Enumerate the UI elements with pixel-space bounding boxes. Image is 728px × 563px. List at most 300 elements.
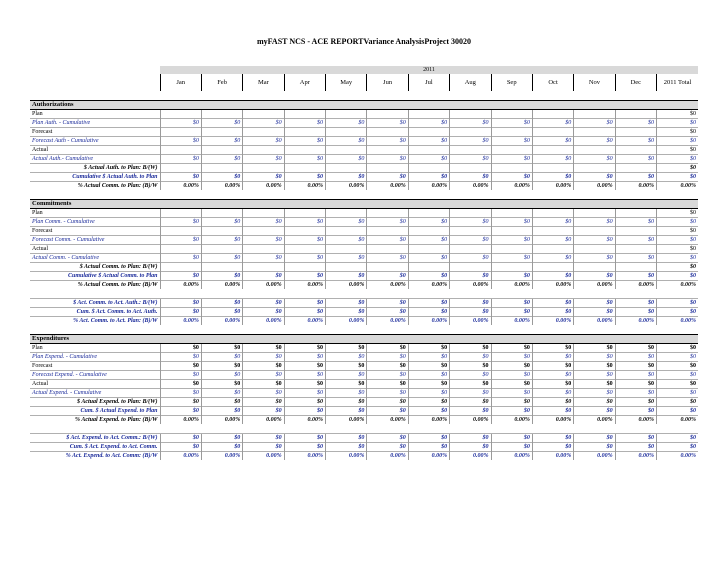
cell-jun: [367, 164, 408, 173]
cell-jan: 0.00%: [160, 281, 201, 290]
cell-feb: $0: [201, 299, 242, 308]
cell-2011-total: $0: [657, 236, 699, 245]
cell-2011-total: $0: [657, 434, 699, 443]
cell-feb: $0: [201, 173, 242, 182]
cell-may: [326, 209, 367, 218]
cell-feb: 0.00%: [201, 416, 242, 425]
row-label: Actual: [30, 146, 160, 155]
cell-mar: 0.00%: [243, 416, 284, 425]
cell-aug: $0: [450, 299, 491, 308]
cell-apr: $0: [284, 434, 325, 443]
cell-aug: $0: [450, 155, 491, 164]
month-header-nov: Nov: [574, 74, 615, 91]
cell-apr: $0: [284, 380, 325, 389]
cell-jun: $0: [367, 353, 408, 362]
cell-apr: [284, 128, 325, 137]
cell-may: $0: [326, 299, 367, 308]
month-header-sep: Sep: [491, 74, 532, 91]
cell-oct: $0: [532, 119, 573, 128]
cell-2011-total: $0: [657, 146, 699, 155]
cell-jan: $0: [160, 398, 201, 407]
cell-may: $0: [326, 308, 367, 317]
cell-sep: 0.00%: [491, 281, 532, 290]
cell-apr: $0: [284, 398, 325, 407]
cell-nov: $0: [574, 353, 615, 362]
cell-feb: $0: [201, 272, 242, 281]
cell-mar: $0: [243, 137, 284, 146]
cell-aug: $0: [450, 398, 491, 407]
cell-dec: [615, 164, 656, 173]
cell-jul: [408, 263, 449, 272]
cell-2011-total: $0: [657, 227, 699, 236]
cell-feb: $0: [201, 362, 242, 371]
section-title: Commitments: [30, 200, 698, 209]
cell-feb: 0.00%: [201, 317, 242, 326]
cell-oct: [532, 209, 573, 218]
month-header-row: [30, 74, 698, 91]
cell-jan: $0: [160, 443, 201, 452]
cell-may: $0: [326, 434, 367, 443]
cell-jul: $0: [408, 434, 449, 443]
cell-jun: 0.00%: [367, 452, 408, 461]
cell-dec: $0: [615, 434, 656, 443]
cell-2011-total: $0: [657, 263, 699, 272]
cell-oct: $0: [532, 344, 573, 353]
cell-apr: 0.00%: [284, 416, 325, 425]
cell-aug: 0.00%: [450, 182, 491, 191]
cell-feb: 0.00%: [201, 281, 242, 290]
cell-nov: $0: [574, 254, 615, 263]
cell-oct: 0.00%: [532, 317, 573, 326]
cell-dec: [615, 128, 656, 137]
cell-feb: $0: [201, 155, 242, 164]
cell-nov: $0: [574, 299, 615, 308]
cell-jun: 0.00%: [367, 281, 408, 290]
cell-sep: [491, 164, 532, 173]
cell-nov: $0: [574, 443, 615, 452]
cell-aug: [450, 209, 491, 218]
table-row: [30, 227, 698, 236]
cell-2011-total: $0: [657, 389, 699, 398]
cell-dec: $0: [615, 299, 656, 308]
cell-dec: 0.00%: [615, 182, 656, 191]
cell-may: $0: [326, 362, 367, 371]
cell-jul: $0: [408, 380, 449, 389]
cell-may: $0: [326, 254, 367, 263]
cell-jan: [160, 209, 201, 218]
cell-jun: $0: [367, 371, 408, 380]
cell-jan: [160, 227, 201, 236]
cell-jul: [408, 128, 449, 137]
cell-jun: $0: [367, 389, 408, 398]
table-row: [30, 362, 698, 371]
cell-oct: $0: [532, 353, 573, 362]
cell-mar: $0: [243, 371, 284, 380]
cell-jul: $0: [408, 119, 449, 128]
cell-oct: $0: [532, 218, 573, 227]
cell-sep: $0: [491, 434, 532, 443]
cell-jun: [367, 227, 408, 236]
cell-jul: $0: [408, 344, 449, 353]
cell-nov: $0: [574, 155, 615, 164]
cell-mar: $0: [243, 362, 284, 371]
section-header-commitments: [30, 200, 698, 209]
cell-sep: $0: [491, 155, 532, 164]
table-row: [30, 452, 698, 461]
cell-oct: $0: [532, 362, 573, 371]
cell-feb: 0.00%: [201, 452, 242, 461]
cell-may: [326, 128, 367, 137]
cell-feb: $0: [201, 398, 242, 407]
cell-jun: $0: [367, 137, 408, 146]
cell-jan: $0: [160, 353, 201, 362]
cell-nov: $0: [574, 362, 615, 371]
cell-2011-total: 0.00%: [657, 182, 699, 191]
cell-mar: [243, 164, 284, 173]
month-header-jan: Jan: [160, 74, 201, 91]
cell-aug: 0.00%: [450, 317, 491, 326]
cell-apr: $0: [284, 443, 325, 452]
cell-feb: [201, 128, 242, 137]
cell-may: [326, 164, 367, 173]
cell-jul: 0.00%: [408, 416, 449, 425]
cell-nov: [574, 245, 615, 254]
cell-aug: $0: [450, 434, 491, 443]
cell-jun: $0: [367, 173, 408, 182]
cell-nov: $0: [574, 407, 615, 416]
table-row: [30, 344, 698, 353]
cell-oct: [532, 128, 573, 137]
cell-dec: [615, 209, 656, 218]
cell-aug: [450, 128, 491, 137]
cell-2011-total: $0: [657, 173, 699, 182]
cell-nov: $0: [574, 344, 615, 353]
cell-may: [326, 110, 367, 119]
cell-may: 0.00%: [326, 281, 367, 290]
table-row: [30, 380, 698, 389]
cell-jun: $0: [367, 254, 408, 263]
cell-jul: $0: [408, 398, 449, 407]
cell-mar: $0: [243, 380, 284, 389]
cell-jan: 0.00%: [160, 317, 201, 326]
cell-feb: $0: [201, 443, 242, 452]
cell-2011-total: $0: [657, 209, 699, 218]
cell-may: $0: [326, 173, 367, 182]
cell-jul: $0: [408, 443, 449, 452]
cell-nov: 0.00%: [574, 281, 615, 290]
cell-may: $0: [326, 137, 367, 146]
cell-aug: [450, 245, 491, 254]
cell-jun: [367, 245, 408, 254]
cell-aug: 0.00%: [450, 281, 491, 290]
cell-feb: $0: [201, 344, 242, 353]
cell-apr: 0.00%: [284, 452, 325, 461]
cell-nov: $0: [574, 137, 615, 146]
cell-may: $0: [326, 371, 367, 380]
cell-oct: 0.00%: [532, 416, 573, 425]
cell-jul: $0: [408, 362, 449, 371]
cell-sep: $0: [491, 173, 532, 182]
cell-jun: $0: [367, 344, 408, 353]
cell-feb: $0: [201, 371, 242, 380]
cell-aug: $0: [450, 344, 491, 353]
cell-sep: [491, 209, 532, 218]
row-label: Actual: [30, 380, 160, 389]
cell-mar: $0: [243, 299, 284, 308]
cell-2011-total: $0: [657, 137, 699, 146]
cell-jun: $0: [367, 308, 408, 317]
cell-jan: $0: [160, 380, 201, 389]
cell-jun: $0: [367, 443, 408, 452]
section-title: Expenditures: [30, 335, 698, 344]
cell-aug: $0: [450, 407, 491, 416]
cell-sep: [491, 128, 532, 137]
cell-2011-total: $0: [657, 299, 699, 308]
cell-jul: [408, 209, 449, 218]
month-header-oct: Oct: [532, 74, 573, 91]
cell-dec: [615, 146, 656, 155]
cell-2011-total: $0: [657, 371, 699, 380]
cell-jan: $0: [160, 119, 201, 128]
table-row: [30, 434, 698, 443]
cell-2011-total: $0: [657, 110, 699, 119]
cell-jan: $0: [160, 137, 201, 146]
cell-dec: $0: [615, 407, 656, 416]
cell-dec: 0.00%: [615, 281, 656, 290]
cell-mar: $0: [243, 407, 284, 416]
row-label: % Act. Expend. to Act. Comm: (B)/W: [30, 452, 160, 461]
month-header-2011-total: 2011 Total: [657, 74, 699, 91]
cell-may: $0: [326, 218, 367, 227]
cell-mar: $0: [243, 155, 284, 164]
cell-mar: [243, 209, 284, 218]
cell-apr: $0: [284, 218, 325, 227]
row-label: Forecast Auth - Cumulative: [30, 137, 160, 146]
cell-aug: $0: [450, 362, 491, 371]
cell-feb: $0: [201, 137, 242, 146]
cell-oct: $0: [532, 380, 573, 389]
cell-dec: $0: [615, 380, 656, 389]
cell-sep: $0: [491, 272, 532, 281]
cell-oct: [532, 263, 573, 272]
cell-sep: $0: [491, 407, 532, 416]
cell-mar: $0: [243, 119, 284, 128]
cell-jan: $0: [160, 308, 201, 317]
cell-mar: $0: [243, 443, 284, 452]
cell-dec: $0: [615, 308, 656, 317]
cell-sep: $0: [491, 218, 532, 227]
year-label: 2011: [160, 66, 698, 74]
table-row: [30, 110, 698, 119]
section-title: Authorizations: [30, 101, 698, 110]
cell-apr: $0: [284, 389, 325, 398]
cell-dec: $0: [615, 155, 656, 164]
cell-oct: $0: [532, 434, 573, 443]
row-label: Cum. $ Act. Comm. to Act. Auth.: [30, 308, 160, 317]
cell-mar: [243, 146, 284, 155]
cell-mar: 0.00%: [243, 281, 284, 290]
cell-feb: [201, 209, 242, 218]
cell-2011-total: $0: [657, 353, 699, 362]
month-header-may: May: [326, 74, 367, 91]
cell-apr: $0: [284, 236, 325, 245]
cell-jan: [160, 110, 201, 119]
cell-2011-total: $0: [657, 128, 699, 137]
cell-feb: $0: [201, 380, 242, 389]
cell-2011-total: 0.00%: [657, 452, 699, 461]
cell-mar: $0: [243, 218, 284, 227]
cell-mar: $0: [243, 353, 284, 362]
cell-jun: $0: [367, 236, 408, 245]
cell-nov: $0: [574, 398, 615, 407]
row-label: Plan: [30, 209, 160, 218]
cell-aug: $0: [450, 443, 491, 452]
table-row: [30, 308, 698, 317]
cell-jul: $0: [408, 272, 449, 281]
cell-sep: $0: [491, 398, 532, 407]
row-label: Plan Auth. - Cumulative: [30, 119, 160, 128]
cell-2011-total: $0: [657, 443, 699, 452]
cell-feb: $0: [201, 308, 242, 317]
cell-jun: $0: [367, 380, 408, 389]
row-label: Actual Comm. - Cumulative: [30, 254, 160, 263]
month-header-aug: Aug: [450, 74, 491, 91]
cell-oct: 0.00%: [532, 452, 573, 461]
cell-jan: $0: [160, 272, 201, 281]
cell-apr: $0: [284, 137, 325, 146]
cell-jul: [408, 227, 449, 236]
year-header-row: [30, 66, 698, 74]
cell-sep: $0: [491, 371, 532, 380]
cell-jul: 0.00%: [408, 452, 449, 461]
cell-may: $0: [326, 407, 367, 416]
cell-jun: $0: [367, 119, 408, 128]
cell-sep: [491, 245, 532, 254]
row-label: Actual Expend. - Cumulative: [30, 389, 160, 398]
cell-jun: $0: [367, 407, 408, 416]
cell-sep: $0: [491, 299, 532, 308]
cell-jan: $0: [160, 389, 201, 398]
cell-jan: $0: [160, 299, 201, 308]
cell-jul: [408, 245, 449, 254]
cell-nov: [574, 110, 615, 119]
cell-nov: 0.00%: [574, 416, 615, 425]
cell-sep: [491, 227, 532, 236]
cell-jul: $0: [408, 254, 449, 263]
cell-nov: 0.00%: [574, 317, 615, 326]
cell-apr: 0.00%: [284, 317, 325, 326]
cell-oct: $0: [532, 371, 573, 380]
cell-jun: [367, 128, 408, 137]
cell-2011-total: $0: [657, 380, 699, 389]
cell-may: 0.00%: [326, 182, 367, 191]
row-label: Plan: [30, 344, 160, 353]
cell-mar: [243, 227, 284, 236]
row-label: $ Act. Expend. to Act. Comm.: B/(W): [30, 434, 160, 443]
cell-jan: $0: [160, 236, 201, 245]
cell-nov: $0: [574, 308, 615, 317]
cell-dec: $0: [615, 353, 656, 362]
cell-dec: 0.00%: [615, 317, 656, 326]
cell-oct: $0: [532, 389, 573, 398]
cell-sep: $0: [491, 362, 532, 371]
table-row: [30, 209, 698, 218]
cell-sep: 0.00%: [491, 182, 532, 191]
cell-dec: $0: [615, 218, 656, 227]
cell-apr: $0: [284, 308, 325, 317]
table-row: [30, 272, 698, 281]
row-label: Actual: [30, 245, 160, 254]
cell-dec: $0: [615, 362, 656, 371]
cell-nov: 0.00%: [574, 452, 615, 461]
cell-sep: 0.00%: [491, 452, 532, 461]
table-row: [30, 236, 698, 245]
cell-jan: $0: [160, 434, 201, 443]
cell-sep: [491, 146, 532, 155]
cell-feb: $0: [201, 236, 242, 245]
cell-mar: $0: [243, 398, 284, 407]
month-header-jul: Jul: [408, 74, 449, 91]
table-row: [30, 281, 698, 290]
cell-feb: [201, 146, 242, 155]
table-row: [30, 173, 698, 182]
report-table: [30, 66, 698, 460]
cell-2011-total: $0: [657, 362, 699, 371]
cell-aug: $0: [450, 236, 491, 245]
table-row: [30, 416, 698, 425]
cell-aug: 0.00%: [450, 452, 491, 461]
cell-mar: $0: [243, 272, 284, 281]
cell-2011-total: $0: [657, 308, 699, 317]
spacer-row: [30, 325, 698, 335]
month-header-jun: Jun: [367, 74, 408, 91]
cell-nov: $0: [574, 434, 615, 443]
cell-jan: $0: [160, 371, 201, 380]
cell-oct: $0: [532, 155, 573, 164]
cell-may: $0: [326, 443, 367, 452]
cell-sep: $0: [491, 389, 532, 398]
cell-feb: [201, 245, 242, 254]
cell-aug: $0: [450, 353, 491, 362]
cell-may: $0: [326, 344, 367, 353]
cell-sep: $0: [491, 380, 532, 389]
cell-oct: $0: [532, 254, 573, 263]
cell-dec: $0: [615, 371, 656, 380]
cell-sep: $0: [491, 119, 532, 128]
row-label: $ Actual Comm. to Plan: B/(W): [30, 263, 160, 272]
row-label: Plan Comm. - Cumulative: [30, 218, 160, 227]
cell-aug: 0.00%: [450, 416, 491, 425]
cell-aug: $0: [450, 272, 491, 281]
cell-jul: 0.00%: [408, 182, 449, 191]
cell-jun: $0: [367, 218, 408, 227]
section-header-expenditures: [30, 335, 698, 344]
table-row: [30, 119, 698, 128]
row-label: $ Actual Expend. to Plan: B/(W): [30, 398, 160, 407]
cell-sep: $0: [491, 443, 532, 452]
cell-jan: $0: [160, 344, 201, 353]
cell-jan: $0: [160, 173, 201, 182]
cell-2011-total: $0: [657, 407, 699, 416]
cell-2011-total: $0: [657, 344, 699, 353]
cell-jan: $0: [160, 407, 201, 416]
cell-jul: 0.00%: [408, 281, 449, 290]
cell-mar: [243, 245, 284, 254]
cell-feb: $0: [201, 218, 242, 227]
cell-2011-total: $0: [657, 272, 699, 281]
cell-jun: [367, 263, 408, 272]
month-header-dec: Dec: [615, 74, 656, 91]
